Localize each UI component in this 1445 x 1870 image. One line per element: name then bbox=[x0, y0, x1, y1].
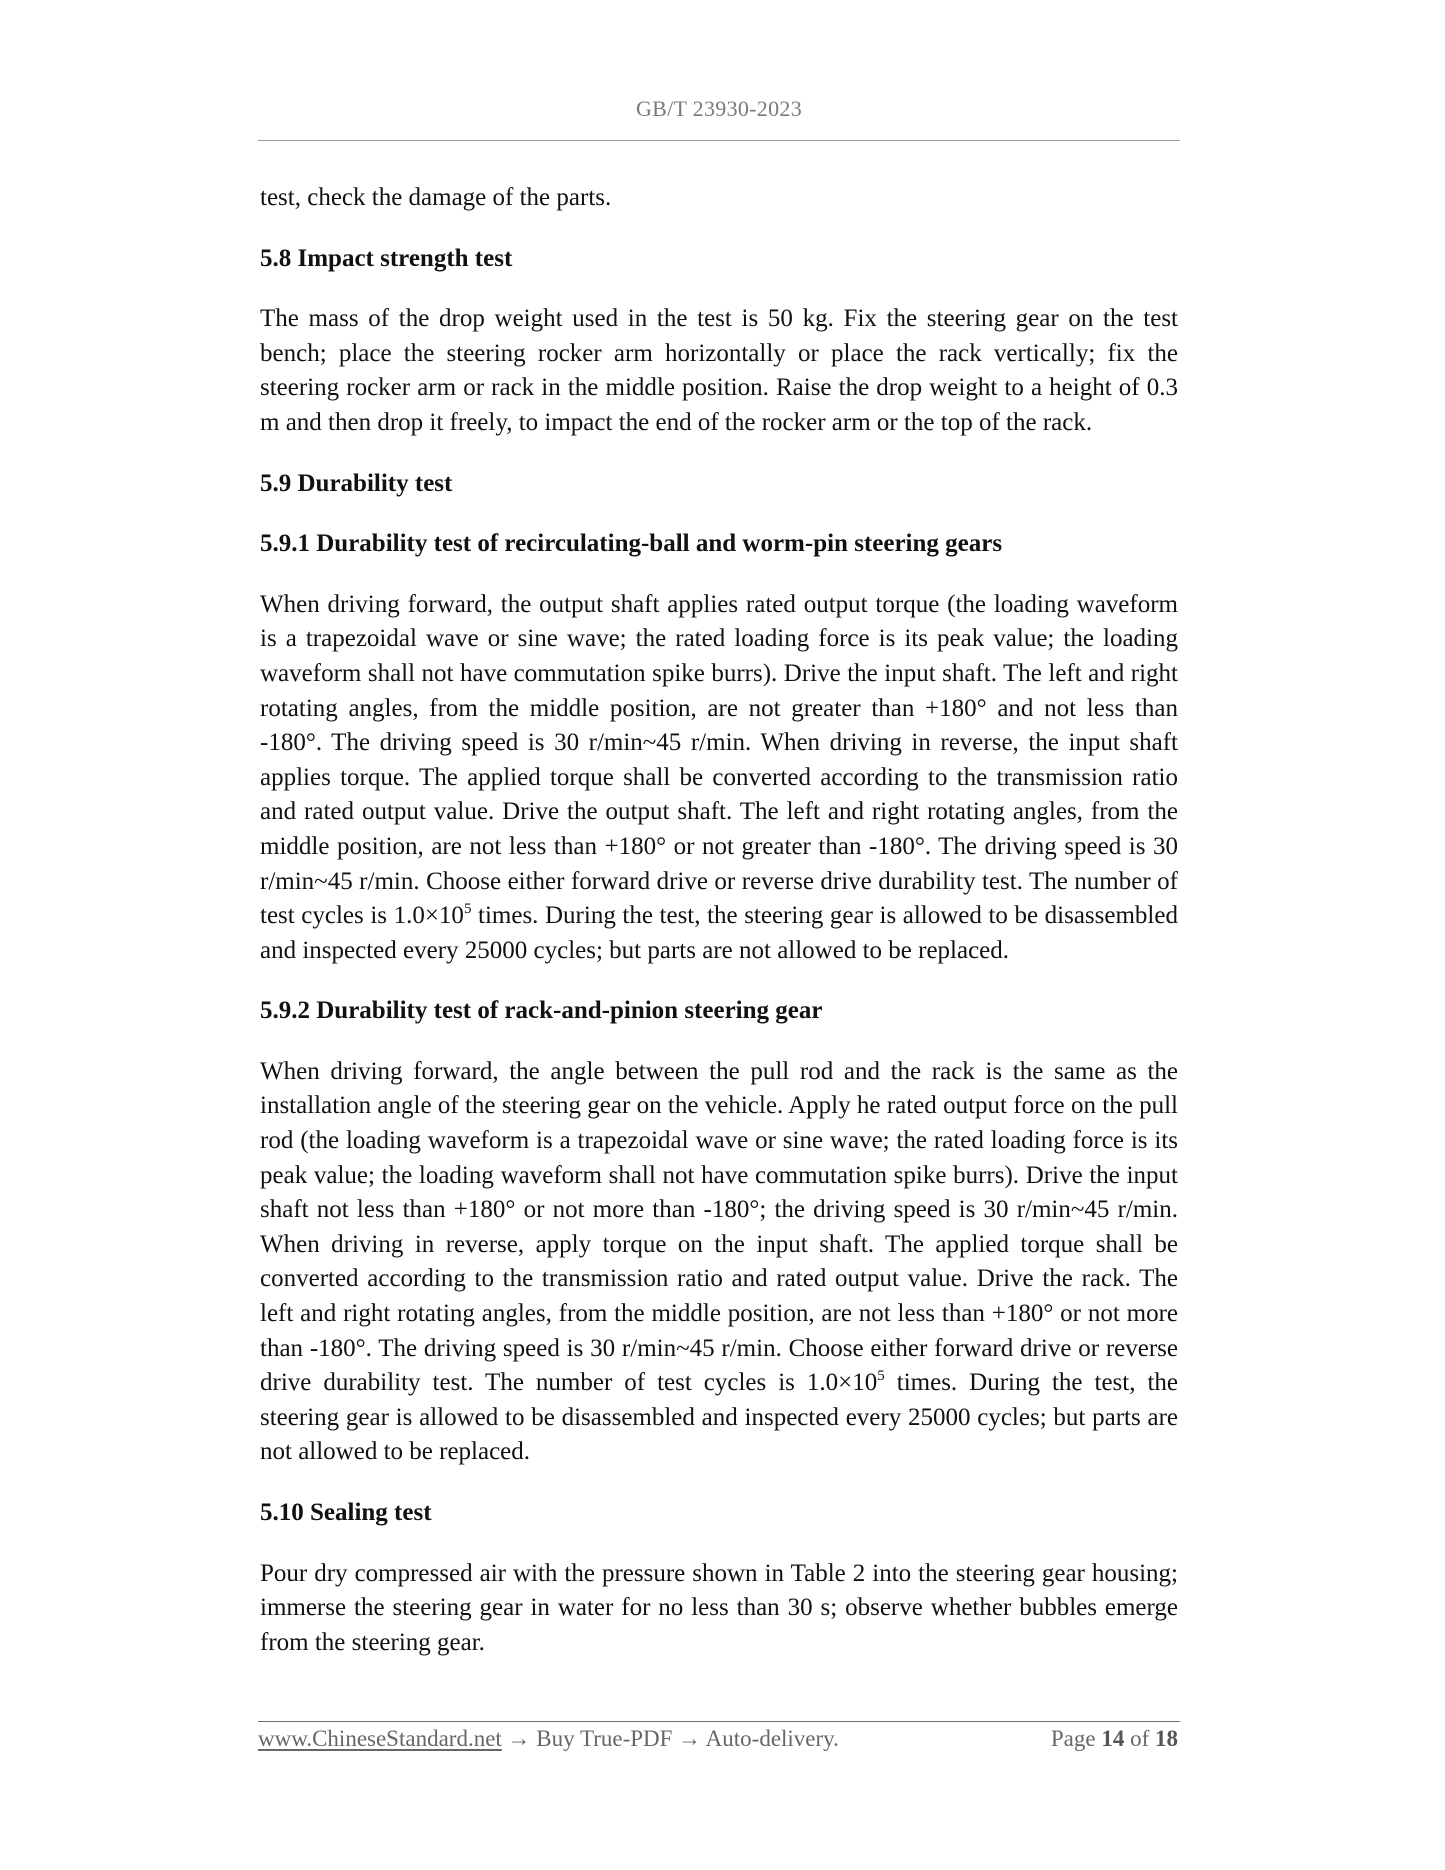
document-header: GB/T 23930-2023 bbox=[635, 96, 803, 121]
exponent: 5 bbox=[877, 1368, 885, 1385]
page-label: Page bbox=[1050, 1726, 1096, 1751]
footer-tagline: → Buy True-PDF → Auto-delivery. bbox=[501, 1726, 839, 1751]
section-paragraph-5-8: The mass of the drop weight used in the test is 50 kg. Fix the steering gear on the test bench; place the steering rocker arm horizontally or place the rack vertically; fix the steering rocker arm or rack in the middle position. Raise the drop weight to a height of 0.3 m and then drop it freely, to impact the end of the rocker arm or the top of the rack. bbox=[260, 305, 1178, 436]
document-body bbox=[260, 181, 1178, 1660]
paragraph-gap bbox=[260, 968, 1178, 994]
header-divider bbox=[258, 140, 1180, 141]
continued-paragraph: test, check the damage of the parts. bbox=[260, 184, 612, 211]
paragraph-gap bbox=[260, 276, 1178, 302]
paragraph-text: When driving forward, the angle between the pull rod and the rack is the same as the installation angle of the steering gear on the vehicle. Apply he rated output force on the pull rod (the loading waveform is a trapezoidal wave or sine wave; the rated loading force is its peak value; the loading waveform shall not have commutation spike burrs). Drive the input shaft not less than +180° or not more than -180°; the driving speed is 30 r/min~45 r/min. When driving in reverse, apply torque on the input shaft. The applied torque shall be converted according to the transmission ratio and rated output value. Drive the rack. The left and right rotating angles, from the middle position, are not less than +180° or not more than -180°. The driving speed is 30 r/min~45 r/min. Choose either forward drive or reverse drive durability test. The number of test cycles is 1.0×10 bbox=[260, 1057, 1178, 1397]
section-paragraph-5-9-2 bbox=[260, 1055, 1178, 1470]
of-label: of bbox=[1130, 1726, 1150, 1751]
paragraph-gap bbox=[260, 1029, 1178, 1055]
section-heading-5-9: 5.9 Durability test bbox=[260, 469, 453, 497]
paragraph-text: When driving forward, the output shaft applies rated output torque (the loading waveform is a trapezoidal wave or sine wave; the rated loading force is its peak value; the loading waveform shall not have commutation spike burrs). Drive the input shaft. The left and right rotating angles, from the middle position, are not greater than +180° and not less than -180°. The driving speed is 30 r/min~45 r/min. When driving in reverse, the input shaft applies torque. The applied torque shall be converted according to the transmission ratio and rated output value. Drive the output shaft. The left and right rotating angles, from the middle position, are not less than +180° or not greater than -180°. The driving speed is 30 r/min~45 r/min. Choose either forward drive or reverse drive durability test. The number of test cycles is 1.0×10 bbox=[260, 590, 1178, 930]
section-heading-5-9-1: 5.9.1 Durability test of recirculating-ball and worm-pin steering gears bbox=[260, 530, 1003, 558]
page-footer bbox=[258, 1724, 1180, 1758]
section-heading-5-10: 5.10 Sealing test bbox=[260, 1499, 432, 1526]
paragraph-gap bbox=[260, 216, 1178, 242]
paragraph-text: times. During the test, the steering gear is allowed to be disassembled and inspected every 25000 cycles; but parts are not allowed to be replaced. bbox=[260, 1369, 1178, 1466]
paragraph-gap bbox=[260, 441, 1178, 467]
section-heading-5-9-2: 5.9.2 Durability test of rack-and-pinion steering gear bbox=[260, 997, 823, 1025]
paragraph-gap bbox=[260, 1470, 1178, 1496]
exponent: 5 bbox=[463, 901, 472, 918]
section-paragraph-5-9-1 bbox=[260, 588, 1178, 969]
footer-divider bbox=[258, 1721, 1180, 1722]
section-paragraph-5-10: Pour dry compressed air with the pressure shown in Table 2 into the steering gear housing; immerse the steering gear in water for no less than 30 s; observe whether bubbles emerge from the steering gear. bbox=[260, 1559, 1178, 1656]
section-heading-5-8: 5.8 Impact strength test bbox=[260, 244, 513, 272]
paragraph-text: times. During the test, the steering gear is allowed to be disassembled and inspected every 25000 cycles; but parts are not allowed to be replaced. bbox=[260, 902, 1178, 964]
paragraph-gap bbox=[260, 501, 1178, 527]
footer-left bbox=[258, 1726, 839, 1752]
site-link[interactable]: www.ChineseStandard.net bbox=[258, 1726, 502, 1751]
page-total: 18 bbox=[1155, 1726, 1178, 1751]
paragraph-gap bbox=[260, 1531, 1178, 1557]
page-number bbox=[1051, 1726, 1178, 1752]
page-current: 14 bbox=[1101, 1726, 1125, 1751]
paragraph-gap bbox=[260, 562, 1178, 588]
